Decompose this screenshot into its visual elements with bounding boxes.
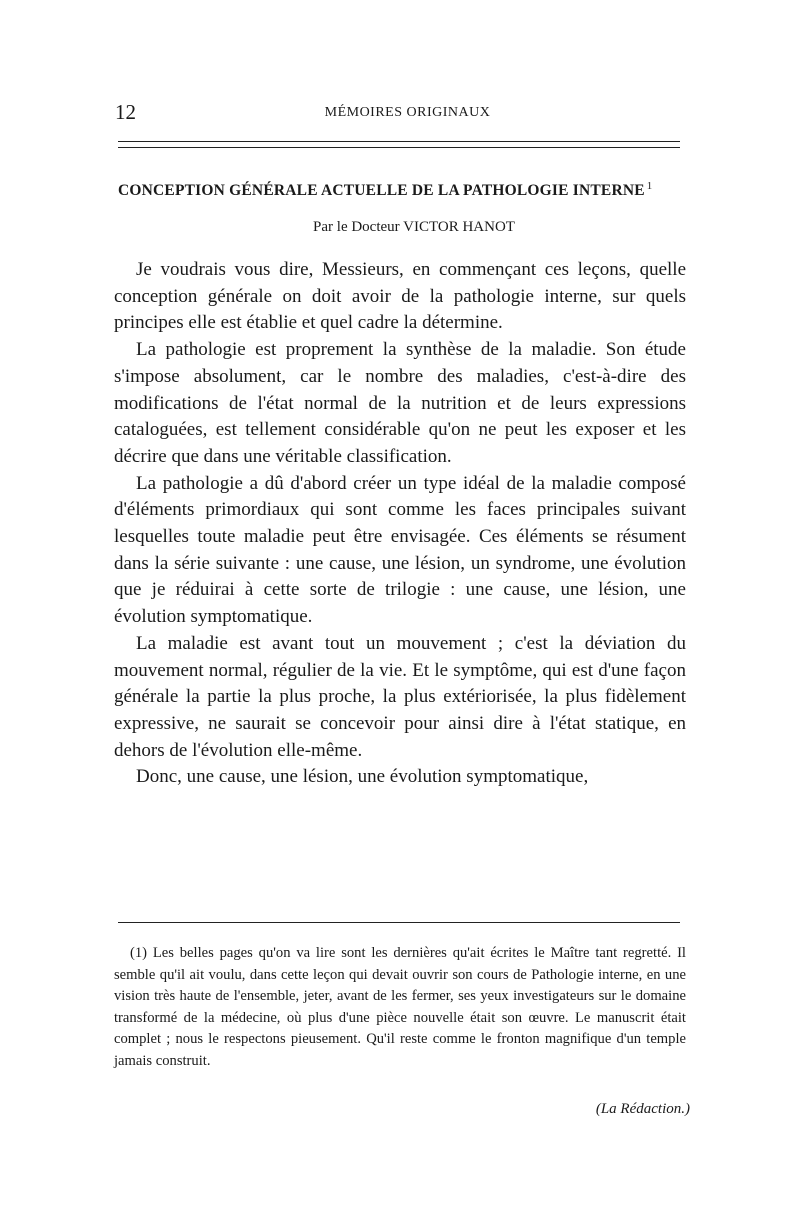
article-body — [114, 257, 686, 791]
running-title: MÉMOIRES ORIGINAUX — [324, 105, 491, 120]
body-paragraph: Donc, une cause, une lésion, une évolution symptomatique, — [136, 766, 589, 788]
footnote-rule — [118, 922, 680, 923]
header-rule-bottom — [118, 147, 680, 148]
body-paragraph: La pathologie a dû d'abord créer un type idéal de la maladie composé d'éléments primordiaux qui sont comme les faces principales suivant lesquelles toute maladie peut être envisagée. Ces éléments se résument dans la série suivante : une cause, une lésion, un syndrome, une évolution que je réduirai à cette sorte de trilogie : une cause, une lésion, une évolution symptomatique. — [114, 472, 686, 628]
running-head — [115, 100, 680, 128]
body-paragraph: La maladie est avant tout un mouvement ; c'est la déviation du mouvement normal, régulier de la vie. Et le symptôme, qui est d'une façon générale la partie la plus proche, la plus extériorisée, la plus fidèlement expressive, ne saurait se concevoir pour ainsi dire à l'état statique, en dehors de l'évolution elle-même. — [114, 632, 686, 761]
header-rule-top — [118, 141, 680, 142]
byline: Par le Docteur VICTOR HANOT — [313, 219, 515, 235]
article-title — [118, 180, 693, 200]
body-paragraph: La pathologie est proprement la synthèse de la maladie. Son étude s'impose absolument, car le nombre des maladies, c'est-à-dire des modifications de l'état normal de la nutrition et de leurs expressions cataloguées, est tellement considérable qu'on ne peut les exposer et les décrire que dans une véritable classification. — [114, 339, 686, 467]
article-title-text: CONCEPTION GÉNÉRALE ACTUELLE DE LA PATHOLOGIE INTERNE — [118, 182, 645, 200]
title-footnote-marker: 1 — [646, 180, 653, 192]
page-number: 12 — [115, 100, 136, 124]
footnote-text: (1) Les belles pages qu'on va lire sont les dernières qu'ait écrites le Maître tant regretté. Il semble qu'il ait voulu, dans cette leçon qui devait ouvrir son cours de Pathologie interne, en une vision très haute de l'ensemble, jeter, avant de les fermer, ses yeux investigateurs sur le domaine transformé de la médecine, où plus d'une pièce nouvelle était son œuvre. Le manuscrit était complet ; nous le respectons pieusement. Qu'il reste comme le fronton magnifique d'un temple jamais construit. — [114, 945, 686, 1069]
footnote — [114, 943, 686, 1072]
footnote-signature: (La Rédaction.) — [595, 1101, 690, 1117]
body-paragraph: Je voudrais vous dire, Messieurs, en commençant ces leçons, quelle conception générale on doit avoir de la pathologie interne, sur quels principes elle est établie et quel cadre la détermine. — [114, 259, 686, 334]
